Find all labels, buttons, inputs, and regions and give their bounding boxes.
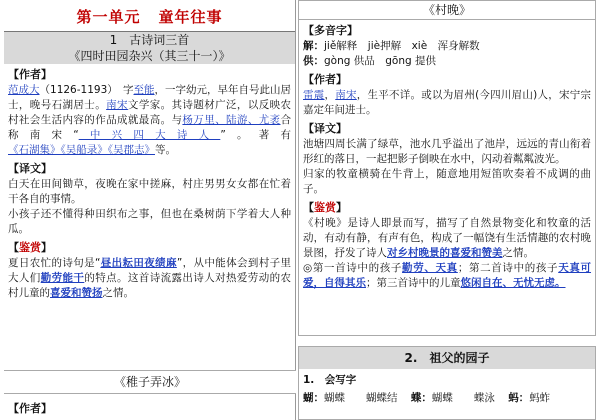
poem2-section (4, 370, 296, 417)
duoyin-label: 【多音字】 (303, 24, 358, 37)
author-group: 中兴四大诗人 (78, 129, 221, 141)
author-paragraph (8, 83, 291, 158)
author-years: （1126-1193） 字 (39, 84, 134, 96)
compare-text: ；第三首诗中的儿童 (366, 277, 461, 289)
poem1-title: 《四时田园杂兴（其三十一）》 (4, 48, 295, 64)
jianshang-paragraph (8, 256, 291, 301)
author-label-right: 【作者】 (303, 73, 347, 86)
yiwen-right-2: 归家的牧童横骑在牛背上，随意地用短笛吹奏着不成调的曲子。 (303, 168, 591, 195)
yiwen-label: 【译文】 (8, 162, 52, 175)
author-name-right: 雷震 (303, 89, 325, 101)
duoyin-line-2 (303, 54, 591, 69)
yiwen-label-right: 【译文】 (303, 122, 347, 135)
author-dynasty-right: 南宋 (335, 89, 357, 101)
author-text: 合称南宋“ (8, 114, 292, 141)
author-paragraph-right (303, 88, 591, 118)
ch2-section (298, 346, 596, 420)
ch2-words-value: 蚂蚱 (529, 392, 551, 404)
jianshang-keyword-right: 对乡村晚景的喜爱和赞美 (387, 247, 503, 259)
jianshang-keyword: 喜爱和赞扬 (50, 287, 103, 299)
author-zineng: 至能 (133, 84, 155, 96)
yiwen-line-1: 白天在田间锄草，夜晚在家中搓麻，村庄男男女女都在忙着干各自的事情。 (8, 178, 291, 205)
jianshang-poem-line: 昼出耘田夜绩麻 (100, 257, 177, 269)
jianshang-paragraph-right (303, 216, 591, 261)
duoyin-char: 供： (303, 55, 324, 67)
compare-keyword: 勤劳、天真 (402, 262, 458, 274)
ch2-char: 蝶： (410, 392, 432, 404)
author-text: ，一字幼元，早年自号此山居士，晚号石湖居士。 (8, 84, 292, 111)
unit-title-part-b: 童年往事 (158, 8, 223, 26)
author-name: 范成大 (8, 84, 40, 96)
jianshang-text-right: 《村晚》是诗人即景而写，描写了自然景物变化和牧童的活动，有动有静，有声有色，构成了一幅饶有生活情趣的农村晚景图，抒发了诗人 (303, 217, 591, 259)
lesson-band: 1 古诗词三首 (4, 31, 295, 48)
cunwan-title: 《村晚》 (299, 1, 595, 20)
jianshang-keyword: 勤劳能干 (40, 272, 85, 284)
duoyin-char: 解： (303, 40, 324, 52)
author-text: 等。 (155, 144, 176, 156)
jianshang-label-right: 鉴赏 (314, 201, 336, 214)
left-column (4, 0, 296, 420)
jianshang-heading: 【鉴赏】 (8, 241, 52, 254)
compare-paragraph (303, 261, 591, 291)
ch2-sub-label: 1. 会写字 (303, 374, 357, 386)
jianshang-heading-right: 【鉴赏】 (303, 201, 347, 214)
author-sep: ， (324, 89, 336, 101)
ch2-char: 蝴： (303, 392, 324, 404)
compare-keyword: 天真可爱，自得其乐 (303, 262, 592, 289)
compare-text: ◎第一首诗中的孩子 (303, 262, 403, 274)
jianshang-text: 之情。 (102, 287, 134, 299)
author2-label: 【作者】 (8, 402, 52, 415)
author-works: 《石湖集》《吴船录》《吴郡志》 (8, 144, 155, 156)
yiwen-line-2: 小孩子还不懂得种田织布之事，但也在桑树荫下学着大人种瓜。 (8, 208, 291, 235)
author-text: ”。著有 (220, 129, 291, 141)
ch2-words (303, 390, 591, 405)
jianshang-text: ”，从中能体会到村子里大人们 (8, 257, 291, 284)
unit-title (4, 6, 295, 27)
poem2-title: 《稚子弄冰》 (4, 370, 296, 394)
jianshang-text: 夏日农忙的诗句是“ (8, 257, 101, 269)
author-text-right: ，生平不详。或以为眉州(今四川眉山)人，宋宁宗嘉定年间进士。 (303, 89, 592, 116)
author-text: 文学家。其诗题材广泛，以反映农村社会生活内容的作品成就最高。与 (8, 99, 292, 126)
duoyin-line-1 (303, 39, 591, 54)
ch2-words-value: 蝴蝶 蝶泳 (431, 392, 495, 404)
ch2-subheading (303, 372, 591, 387)
duoyin-readings: jiě解释 jiè押解 xiè 浑身解数 (324, 40, 480, 52)
jianshang-text-right: 之情。 (502, 247, 534, 259)
ch2-char: 蚂： (508, 392, 530, 404)
jianshang-text: 的特点。这首诗流露出诗人对热爱劳动的农村儿童的 (8, 272, 292, 299)
unit-title-part-a: 第一单元 (76, 8, 141, 26)
author-label: 【作者】 (8, 68, 52, 81)
ch2-title: 2. 祖父的园子 (299, 347, 595, 369)
jianshang-label: 鉴赏 (19, 241, 41, 254)
ch2-words-value: 蝴蝶 蝴蝶结 (324, 392, 398, 404)
right-column (298, 0, 596, 420)
yiwen-right-1: 池塘四周长满了绿草，池水几乎溢出了池岸，远远的青山衔着形红的落日，一起把影子倒映在水中，闪动着粼粼波光。 (303, 138, 591, 165)
compare-text: ；第二首诗中的孩子 (457, 262, 559, 274)
author-dynasty: 南宋 (106, 99, 128, 111)
cunwan-section (298, 0, 596, 336)
compare-keyword: 悠闲自在、无忧无虑。 (460, 277, 566, 289)
author-peers: 杨万里、陆游、尤袤 (182, 114, 281, 126)
duoyin-readings: gòng 供品 gōng 提供 (324, 55, 436, 67)
